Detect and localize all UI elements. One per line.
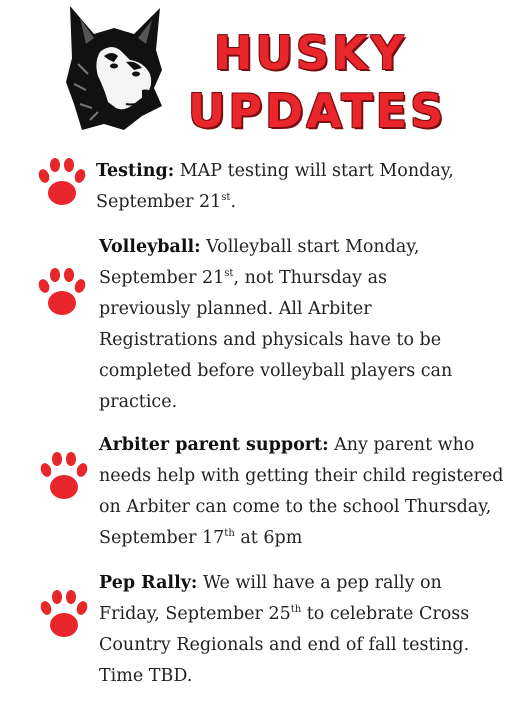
volleyball-label: Volleyball: bbox=[99, 237, 201, 257]
volleyball-text: Volleyball: Volleyball start Monday, September 21st, not Thursday as previously planned. All Arbiter Registrations and physicals have to be completed before volleyball players can practice. bbox=[99, 237, 453, 412]
husky-logo-icon bbox=[64, 4, 168, 132]
paw-print-icon bbox=[38, 266, 86, 318]
title-husky: HUSKY bbox=[214, 26, 407, 80]
title-updates: UPDATES bbox=[188, 84, 447, 138]
paw-print-icon bbox=[40, 450, 88, 502]
pep-rally-text: Pep Rally: We will have a pep rally on Friday, September 25th to celebrate Cross Country Regionals and end of fall testing. Time TBD. bbox=[99, 573, 470, 686]
arbiter-text: Arbiter parent support: Any parent who needs help with getting their child registered on Arbiter can come to the school Thursday, September 17th at 6pm bbox=[99, 435, 504, 548]
testing-label: Testing: bbox=[96, 161, 175, 181]
pep-rally-label: Pep Rally: bbox=[99, 573, 198, 593]
testing-text: Testing: MAP testing will start Monday, September 21st. bbox=[96, 161, 454, 212]
paw-print-icon bbox=[38, 156, 86, 208]
paw-print-icon bbox=[40, 588, 88, 640]
arbiter-label: Arbiter parent support: bbox=[99, 435, 329, 455]
